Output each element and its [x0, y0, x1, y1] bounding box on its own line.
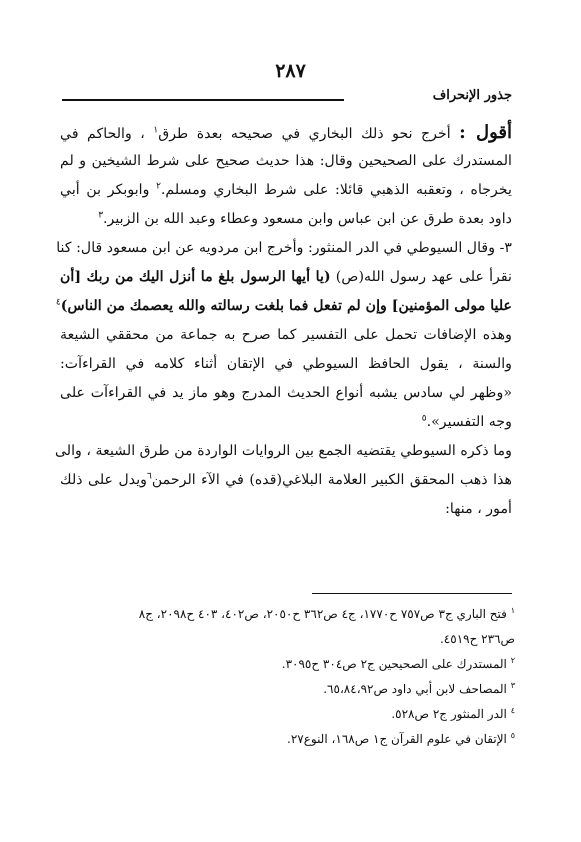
- line-text: ويدل على ذلك: [60, 472, 148, 488]
- footnote: [60, 602, 515, 627]
- paragraph-line: وهذه الإضافات تحمل على التفسير كما صرح به جماعة من محققي الشيعة: [60, 327, 512, 343]
- line-text: وجه التفسير».: [426, 414, 512, 430]
- line-text: نقرأ على عهد رسول الله(ص): [330, 269, 512, 285]
- paragraph-line: [60, 263, 512, 292]
- paragraph-line: [60, 466, 512, 495]
- footnote: [60, 702, 515, 727]
- footnote-number: ٣: [510, 681, 515, 690]
- footnote-number: ٢: [510, 656, 515, 665]
- footnote-separator: [312, 593, 512, 594]
- line-text: يخرجاه ، وتعقبه الذهبي قائلا: على شرط البخاري ومسلم.: [160, 182, 512, 198]
- paragraph-line: «وظهر لي سادس يشبه أنواع الحديث المدرج وهو ماز يد في القراءآت على: [60, 385, 512, 401]
- footnote-number: ١: [510, 606, 515, 615]
- footnote-ref: ٢: [156, 181, 161, 192]
- running-title: جذور الإنحراف: [432, 88, 512, 103]
- footnote-ref: ٥: [421, 413, 427, 424]
- footnote-ref: ٦: [147, 471, 152, 482]
- paragraph-line: [55, 292, 512, 321]
- paragraph-line: [60, 176, 512, 205]
- running-header: [62, 88, 512, 108]
- footnote-text: الإتقان في علوم القرآن ج١ ص١٦٨، النوع٢٧.: [286, 732, 511, 746]
- quran-verse: عليا مولى المؤمنين] وإن لم تفعل فما بلغت رسالته والله يعصمك من الناس): [60, 298, 512, 314]
- line-text: أخرج نحو ذلك البخاري في صحيحه بعدة طرق: [158, 126, 460, 142]
- footnote-text: فتح الباري ج٣ ص٧٥٧ ح١٧٧٠، ج٤ ص٣٦٢ ح٢٠٥٠، ص٤٠٢، ٤٠٣ ح٢٠٩٨، ج٨: [138, 607, 511, 621]
- lead-word: أقول :: [459, 122, 513, 143]
- footnote-ref: ٣: [98, 210, 104, 221]
- paragraph-line: أمور ، منها:: [445, 501, 512, 517]
- footnote-ref: ٤: [55, 297, 61, 308]
- footnote: [60, 652, 515, 677]
- body-text: [54, 118, 513, 524]
- paragraph-line: [60, 408, 512, 437]
- line-text: داود بعدة طرق عن ابن عباس وابن مسعود وعطاء وعبد الله بن الزبير.: [103, 211, 512, 227]
- header-rule: [62, 99, 344, 101]
- footnote-text: المستدرك على الصحيحين ج٢ ص٣٠٤ ح٣٠٩٥.: [281, 657, 511, 671]
- paragraph-line: المستدرك على الصحيحين وقال: هذا حديث صحيح على شرط الشيخين و لم: [60, 153, 512, 169]
- paragraph-line: ٣- وقال السيوطي في الدر المنثور: وأخرج ابن مردويه عن ابن مسعود قال: كنا: [56, 240, 512, 256]
- footnote: [60, 627, 515, 652]
- footnote: [60, 677, 515, 702]
- footnotes: [60, 602, 515, 752]
- footnote-number: ٤: [510, 706, 515, 715]
- footnote: [60, 727, 515, 752]
- footnote-ref: ١: [153, 125, 159, 136]
- footnote-text: الدر المنثور ج٢ ص٥٢٨.: [391, 707, 511, 721]
- footnote-text: ص٢٣٦ ح٤٥١٩.: [439, 632, 515, 646]
- line-text: ، والحاكم في: [60, 126, 154, 142]
- paragraph-line: [60, 118, 512, 147]
- footnote-text: المصاحف لابن أبي داود ص٦٥،٨٤،٩٢.: [323, 682, 511, 696]
- line-text: وابوبكر بن أبي: [60, 182, 157, 198]
- footnote-number: ٥: [510, 731, 515, 740]
- paragraph-line: وما ذكره السيوطي يقتضيه الجمع بين الروايات الواردة من طرق الشيعة ، والى: [54, 443, 512, 459]
- paragraph-line: والسنة ، يقول الحافظ السيوطي في الإتقان أثناء كلامه في القراءآت:: [60, 356, 512, 372]
- paragraph-line: [60, 205, 512, 234]
- page-number: ٢٨٧: [275, 60, 306, 82]
- line-text: هذا ذهب المحقق الكبير العلامة البلاغي(قده) في الآء الرحمن: [151, 472, 512, 488]
- quran-verse: (يا أيها الرسول بلغ ما أنزل اليك من ربك [أن: [60, 269, 331, 285]
